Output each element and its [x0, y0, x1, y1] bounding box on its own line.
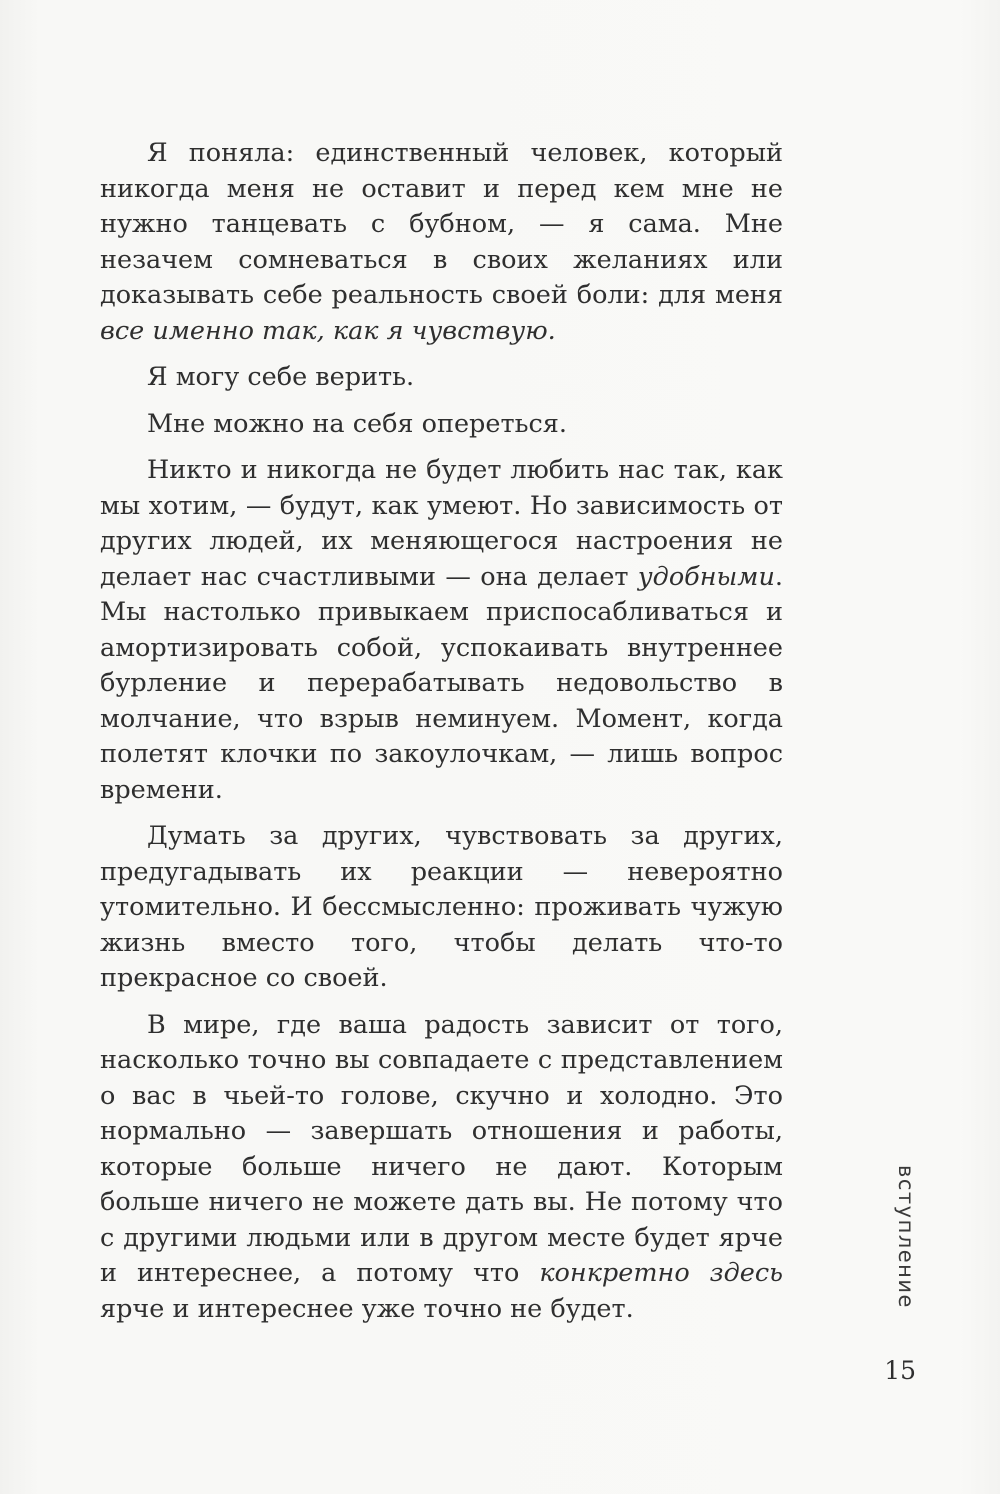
paragraph-1-text: Я поняла: единственный человек, который никогда меня не оставит и перед кем мне не нужно танцевать с бубном, — я сама. Мне незачем сомневаться в своих желаниях или доказывать себе реальность своей боли: для меня [100, 138, 783, 310]
paragraph-6-text-b: ярче и интереснее уже точно не будет. [100, 1293, 634, 1324]
paragraph-1 [100, 136, 783, 349]
paragraph-2 [100, 360, 783, 396]
paragraph-3 [100, 407, 783, 443]
paragraph-4 [100, 453, 783, 808]
paragraph-6 [100, 1008, 783, 1328]
paragraph-1-italic: все именно так, как я чувствую. [100, 315, 556, 346]
paragraph-4-text-b: . Мы настолько привыкаем приспосабливаться и амортизировать собой, успокаивать внутреннее бурление и перерабатывать недовольство в молчание, что взрыв неминуем. Момент, когда полетят клочки по закоулочкам, — лишь вопрос времени. [100, 561, 783, 805]
paragraph-3-text: Мне можно на себя опереться. [147, 408, 567, 439]
paragraph-4-text-a: Никто и никогда не будет любить нас так, как мы хотим, — будут, как умеют. Но зависимость от других людей, их меняющегося настроения не делает нас счастливыми — она делает [100, 455, 783, 592]
paragraph-5-text: Думать за других, чувствовать за других, предугадывать их реакции — невероятно утомительно. И бессмысленно: проживать чужую жизнь вместо того, чтобы делать что-то прекрасное со своей. [100, 821, 783, 993]
body-text [100, 136, 783, 1338]
page-number: 15 [884, 1356, 916, 1385]
paragraph-5 [100, 819, 783, 997]
paragraph-2-text: Я могу себе верить. [147, 362, 415, 392]
running-head: вступление [894, 1165, 918, 1309]
paragraph-4-italic: удобными [637, 561, 775, 592]
paragraph-6-text-a: В мире, где ваша радость зависит от того, насколько точно вы совпадаете с представлением о вас в чьей-то голове, скучно и холодно. Это нормально — завершать отношения и работы, которые больше ничего не дают. Которым больше ничего не можете дать вы. Не потому что с другими людьми или в другом месте будет ярче и интереснее, а потому что [100, 1009, 783, 1288]
paragraph-6-italic: конкретно здесь [539, 1258, 783, 1288]
